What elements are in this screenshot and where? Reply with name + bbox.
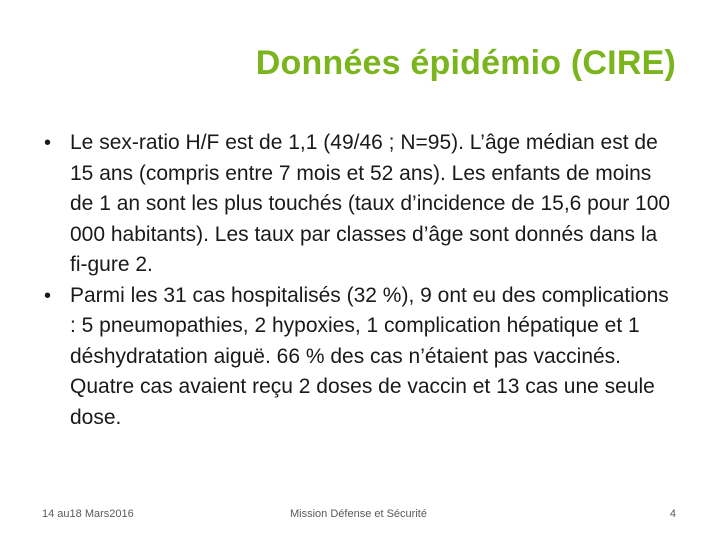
footer-organization: Mission Défense et Sécurité [290, 508, 427, 520]
bullet-list [36, 128, 676, 433]
footer-date: 14 au18 Mars2016 [42, 508, 134, 520]
bullet-item-hospitalisations [36, 281, 676, 434]
bullet-dot-icon: • [44, 284, 52, 307]
bullet-text: Parmi les 31 cas hospitalisés (32 %), 9 ont eu des complications : 5 pneumopathies, 2 hypoxies, 1 complication hépatique et 1 déshydratation aiguë. 66 % des cas n’étaient pas vaccinés. Quatre cas avaient reçu 2 doses de vaccin et 13 cas une seule dose. [70, 283, 669, 429]
bullet-text: Le sex-ratio H/F est de 1,1 (49/46 ; N=95). L’âge médian est de 15 ans (compris entre 7 mois et 52 ans). Les enfants de moins de 1 an sont les plus touchés (taux d’incidence de 15,6 pour 100 000 habitants). Les taux par classes d’âge sont donnés dans la fi-gure 2. [70, 131, 671, 276]
bullet-dot-icon: • [44, 132, 52, 154]
bullet-item-sex-ratio [36, 128, 676, 281]
slide-title: Données épidémio (CIRE) [255, 44, 676, 82]
page-number: 4 [669, 508, 676, 520]
